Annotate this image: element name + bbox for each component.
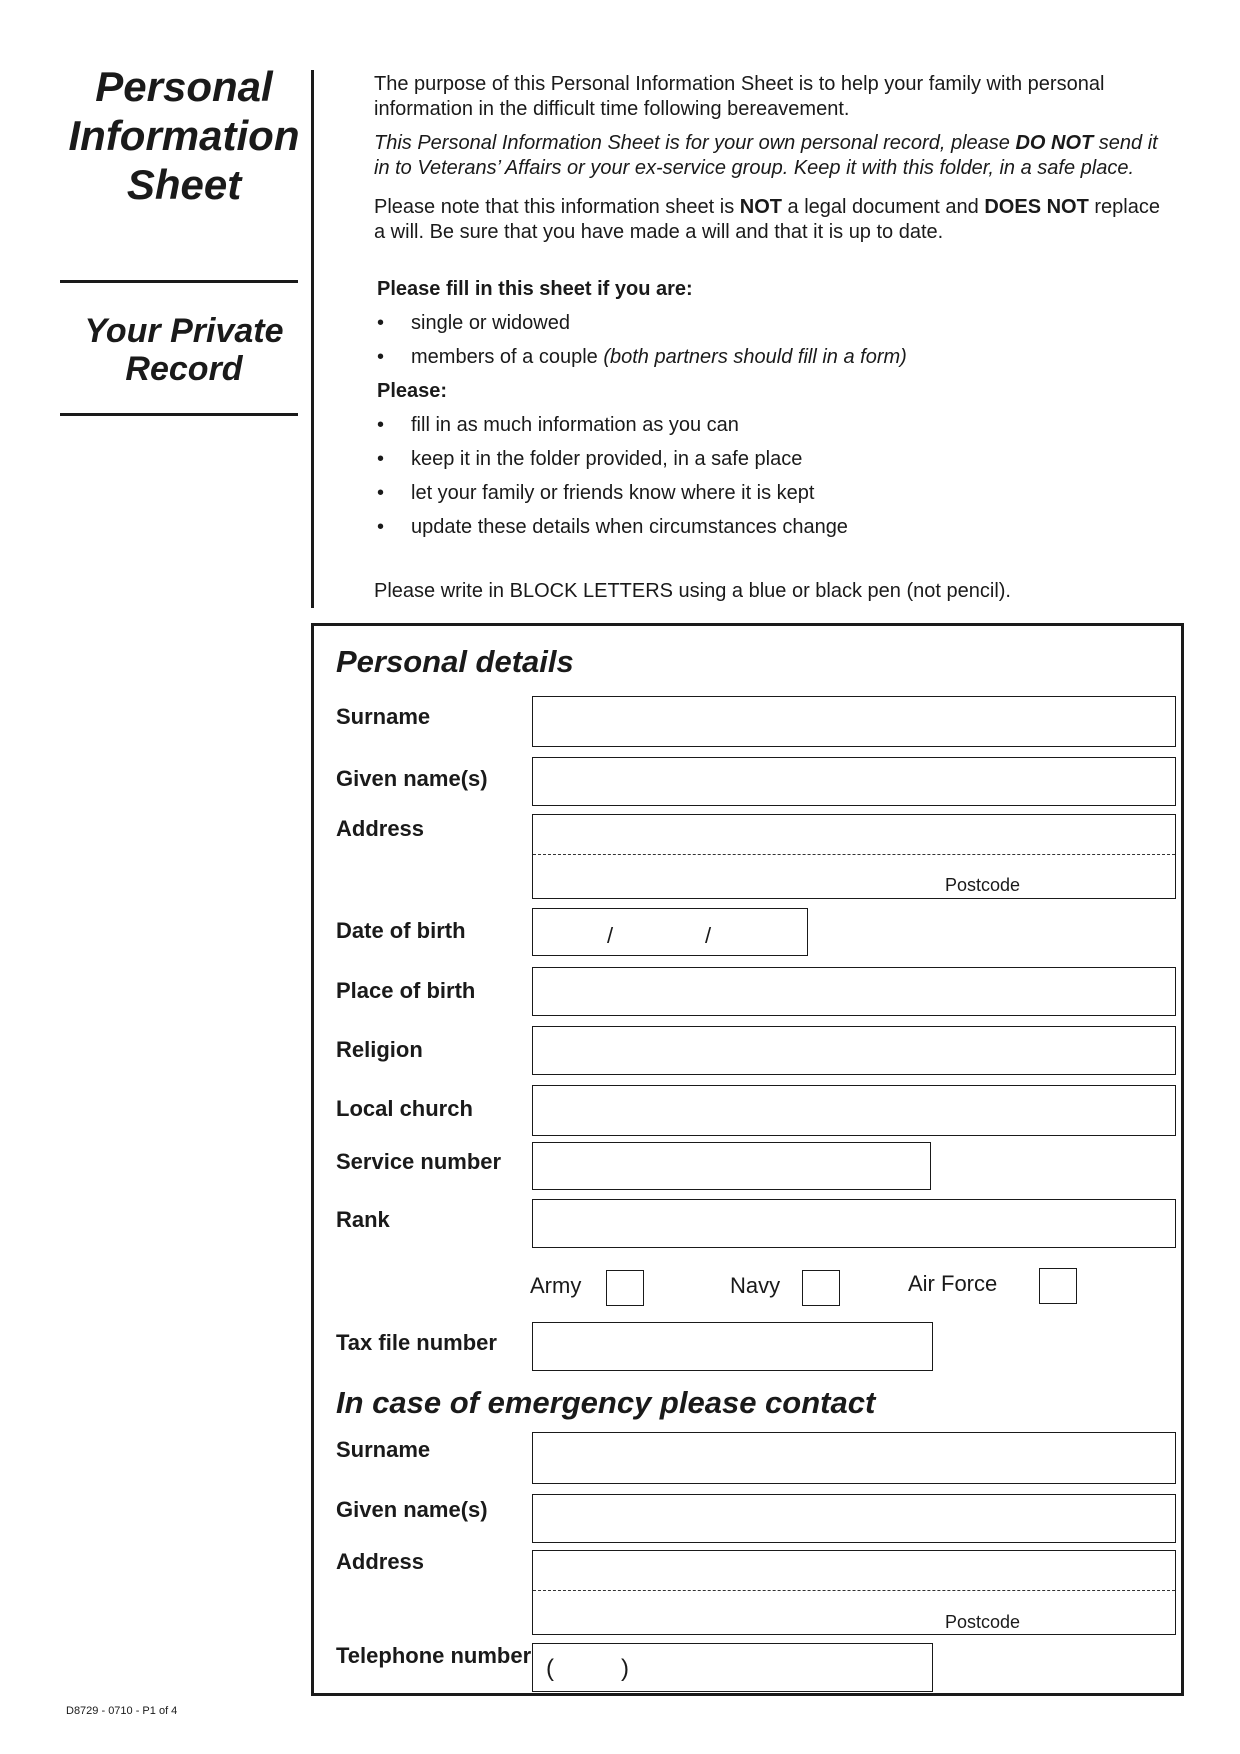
list-item: • fill in as much information as you can xyxy=(374,408,1174,442)
address-line xyxy=(533,1590,1175,1591)
navy-label: Navy xyxy=(730,1273,781,1298)
emergency-given-names-field[interactable] xyxy=(532,1494,1176,1543)
emergency-surname-label: Surname xyxy=(336,1437,431,1462)
note-emphasis: DOES NOT xyxy=(984,196,1089,218)
list-item xyxy=(374,340,1174,374)
note-emphasis: NOT xyxy=(739,196,782,218)
tax-file-number-field[interactable] xyxy=(532,1322,933,1371)
note-text-end: replace a will. Be sure that you have made a will and that it is up to date. xyxy=(374,196,1160,243)
surname-label: Surname xyxy=(336,704,431,729)
purpose-text: The purpose of this Personal Information Sheet is to help your family with personal information in the difficult time following bereavement. xyxy=(374,73,1105,120)
local-church-label: Local church xyxy=(336,1096,473,1121)
divider xyxy=(60,413,298,416)
page-title xyxy=(50,62,318,209)
list-item-text: members of a couple xyxy=(411,346,604,368)
address-field[interactable] xyxy=(532,814,1176,899)
service-number-label: Service number xyxy=(336,1149,502,1174)
rank-field[interactable] xyxy=(532,1199,1176,1248)
air-force-label: Air Force xyxy=(908,1271,998,1296)
list-item: • update these details when circumstances change xyxy=(374,510,1174,544)
telephone-field[interactable] xyxy=(532,1643,933,1692)
list-item: • let your family or friends know where it is kept xyxy=(374,476,1174,510)
list-item: • single or widowed xyxy=(374,306,1174,340)
note-text-mid: a legal document and xyxy=(781,196,985,218)
religion-label: Religion xyxy=(336,1037,423,1062)
emergency-given-names-label: Given name(s) xyxy=(336,1497,488,1522)
given-names-label: Given name(s) xyxy=(336,766,488,791)
dob-field[interactable] xyxy=(532,908,808,956)
intro-note xyxy=(374,195,1174,245)
local-church-field[interactable] xyxy=(532,1085,1176,1136)
intro-record xyxy=(374,131,1174,181)
title-line: Information xyxy=(68,112,300,159)
dob-label: Date of birth xyxy=(336,918,466,943)
army-checkbox[interactable] xyxy=(606,1270,644,1306)
place-of-birth-label: Place of birth xyxy=(336,978,476,1003)
rank-label: Rank xyxy=(336,1207,390,1232)
postcode-label: Postcode xyxy=(945,875,1021,895)
list-item: • keep it in the folder provided, in a safe place xyxy=(374,442,1174,476)
emergency-contact-heading: In case of emergency please contact xyxy=(336,1385,876,1420)
area-code-close: ) xyxy=(621,1655,629,1682)
emergency-address-field[interactable] xyxy=(532,1550,1176,1635)
record-text-end: send it in to Veterans’ Affairs or your ex-service group. Keep it with this folder, in a safe place. xyxy=(374,132,1158,179)
divider xyxy=(60,280,298,283)
postcode-label: Postcode xyxy=(945,1612,1021,1632)
air-force-checkbox[interactable] xyxy=(1039,1268,1077,1304)
telephone-label: Telephone number xyxy=(336,1643,532,1668)
emergency-surname-field[interactable] xyxy=(532,1432,1176,1484)
surname-field[interactable] xyxy=(532,696,1176,747)
fill-list xyxy=(374,306,1174,374)
date-separator: / xyxy=(607,923,614,948)
list-item-note: (both partners should fill in a form) xyxy=(603,346,907,368)
religion-field[interactable] xyxy=(532,1026,1176,1075)
subtitle-line: Record xyxy=(125,350,243,388)
please-heading: Please: xyxy=(377,380,448,402)
vertical-divider xyxy=(311,70,314,608)
title-line: Sheet xyxy=(126,161,242,208)
address-label: Address xyxy=(336,816,425,841)
service-number-field[interactable] xyxy=(532,1142,931,1190)
place-of-birth-field[interactable] xyxy=(532,967,1176,1016)
fill-instructions xyxy=(374,272,1174,544)
address-line xyxy=(533,854,1175,855)
personal-details-heading: Personal details xyxy=(336,644,574,679)
form-code: D8729 - 0710 - P1 of 4 xyxy=(66,1705,178,1717)
page-subtitle xyxy=(50,312,318,388)
fill-heading: Please fill in this sheet if you are: xyxy=(377,278,693,300)
navy-checkbox[interactable] xyxy=(802,1270,840,1306)
subtitle-line: Your Private xyxy=(84,312,284,350)
army-label: Army xyxy=(530,1273,582,1298)
block-letters-note: Please write in BLOCK LETTERS using a blue or black pen (not pencil). xyxy=(374,580,1011,602)
date-separator: / xyxy=(705,923,712,948)
intro-purpose xyxy=(374,72,1144,122)
given-names-field[interactable] xyxy=(532,757,1176,806)
area-code-open: ( xyxy=(546,1655,554,1682)
note-text: Please note that this information sheet is xyxy=(374,196,740,218)
title-line: Personal xyxy=(95,63,273,110)
emergency-address-label: Address xyxy=(336,1549,425,1574)
please-list xyxy=(374,408,1174,544)
record-emphasis: DO NOT xyxy=(1015,132,1094,154)
tax-file-number-label: Tax file number xyxy=(336,1330,497,1355)
record-text: This Personal Information Sheet is for your own personal record, please xyxy=(374,132,1016,154)
